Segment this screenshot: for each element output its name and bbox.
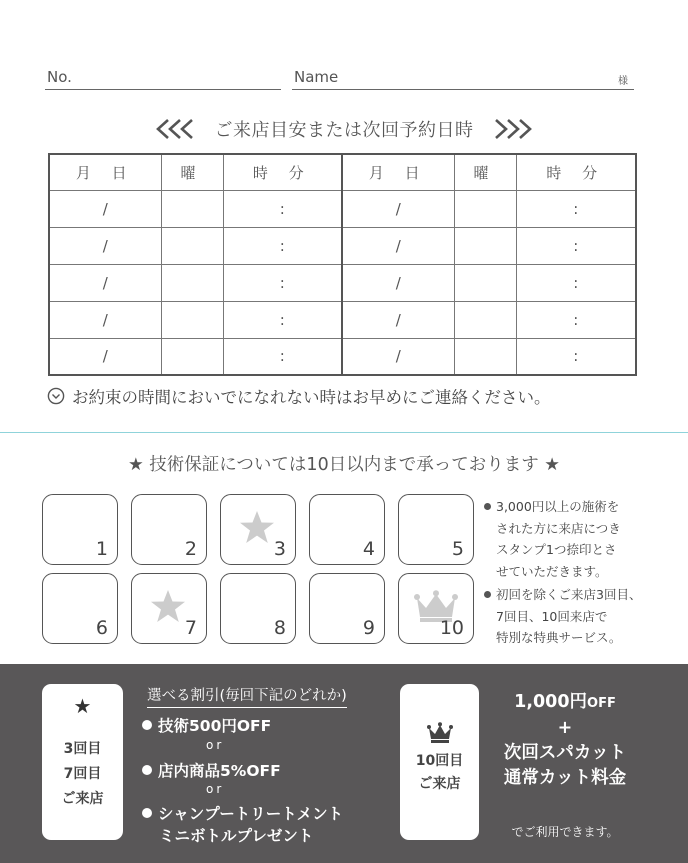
column-header-time: 時 分	[516, 154, 636, 190]
chevrons-left-icon	[154, 117, 198, 141]
weekday-cell[interactable]	[161, 338, 223, 375]
chevrons-right-icon	[490, 117, 534, 141]
stamp-note-line: された方に来店につき	[496, 520, 621, 536]
stamp-box	[398, 573, 474, 644]
reward-details	[490, 690, 640, 791]
section-divider	[0, 432, 688, 433]
time-cell[interactable]: :	[223, 190, 342, 227]
time-cell[interactable]: :	[516, 227, 636, 264]
stamp-notes	[484, 496, 684, 651]
weekday-cell[interactable]	[454, 227, 516, 264]
stamp-note-line: 特別な特典サービス。	[496, 630, 622, 645]
discount-title: 選べる割引(毎回下記のどれか)	[147, 684, 347, 708]
date-cell[interactable]: /	[49, 338, 161, 375]
discount-option	[142, 714, 271, 736]
schedule-header-row	[49, 154, 636, 190]
number-label: No.	[47, 68, 72, 86]
time-cell[interactable]: :	[223, 227, 342, 264]
reward-line: 次回スパカット	[503, 743, 627, 763]
date-cell[interactable]: /	[49, 227, 161, 264]
stamp-box	[131, 573, 207, 644]
stamp-box	[131, 494, 207, 565]
time-cell[interactable]: :	[223, 338, 342, 375]
weekday-cell[interactable]	[161, 264, 223, 301]
weekday-cell[interactable]	[161, 190, 223, 227]
discount-option-continued: ミニボトルプレゼント	[159, 827, 314, 845]
reward-line: 通常カット料金	[503, 768, 627, 788]
reward-off-label: OFF	[587, 696, 616, 711]
stamp-note-line: スタンプ1つ捺印とさ	[496, 542, 617, 557]
discount-option	[142, 802, 343, 824]
stamp-note-line: せていただきます。	[496, 563, 608, 579]
visit-schedule-title	[0, 116, 688, 142]
date-cell[interactable]: /	[342, 264, 454, 301]
card-line: 3回目	[63, 741, 102, 757]
stamp-number: 3	[273, 538, 286, 560]
weekday-cell[interactable]	[161, 301, 223, 338]
time-cell[interactable]: :	[223, 264, 342, 301]
time-cell[interactable]: :	[516, 190, 636, 227]
column-header-weekday: 曜	[454, 154, 516, 190]
discount-options	[142, 684, 387, 845]
name-suffix: 様	[618, 76, 628, 87]
card-line: ご来店	[418, 776, 461, 792]
stamp-number: 7	[184, 617, 197, 639]
stamp-box	[42, 573, 118, 644]
date-cell[interactable]: /	[342, 190, 454, 227]
discount-option-text: シャンプートリートメント	[158, 805, 344, 823]
appointment-notice	[47, 384, 551, 408]
chevron-circle-icon	[47, 387, 65, 405]
stamp-number: 10	[439, 617, 464, 639]
stamp-note	[484, 584, 684, 649]
card-line: 7回目	[63, 766, 102, 782]
column-header-weekday: 曜	[161, 154, 223, 190]
stamp-number: 4	[362, 538, 375, 560]
stamp-note-line: 3,000円以上の施術を	[496, 499, 620, 514]
date-cell[interactable]: /	[49, 264, 161, 301]
visit-10-card	[400, 684, 479, 840]
or-label: or	[206, 738, 225, 752]
discount-option-text: 店内商品5%OFF	[158, 762, 281, 780]
name-label: Name	[294, 68, 339, 86]
date-cell[interactable]: /	[342, 301, 454, 338]
stamp-number: 9	[362, 617, 375, 639]
weekday-cell[interactable]	[454, 301, 516, 338]
visit-schedule-title-text: ご来店目安または次回予約日時	[214, 120, 474, 141]
date-cell[interactable]: /	[49, 190, 161, 227]
schedule-row	[49, 301, 636, 338]
card-line: ご来店	[61, 791, 104, 807]
star-icon: ★	[73, 694, 92, 718]
date-cell[interactable]: /	[342, 227, 454, 264]
column-header-time: 時 分	[223, 154, 342, 190]
reward-note: でご利用できます。	[511, 825, 619, 839]
stamp-box	[220, 494, 296, 565]
discount-option-text: 技術500円OFF	[158, 717, 272, 735]
column-header-date: 月 日	[342, 154, 454, 190]
stamp-box	[220, 573, 296, 644]
weekday-cell[interactable]	[161, 227, 223, 264]
discount-option	[142, 759, 281, 781]
schedule-row	[49, 190, 636, 227]
stamp-box	[398, 494, 474, 565]
stamp-number: 6	[95, 617, 108, 639]
visit-10-label	[400, 750, 479, 796]
time-cell[interactable]: :	[516, 264, 636, 301]
visit-3-7-card	[42, 684, 123, 840]
card-line: 10回目	[415, 753, 464, 769]
stamp-box	[42, 494, 118, 565]
column-header-date: 月 日	[49, 154, 161, 190]
visit-3-7-label	[42, 737, 123, 812]
weekday-cell[interactable]	[454, 264, 516, 301]
reward-plus: +	[557, 718, 573, 738]
stamp-note	[484, 496, 684, 582]
crown-icon	[427, 722, 453, 744]
bullet-icon	[142, 765, 152, 775]
star-icon	[239, 510, 275, 544]
number-field[interactable]	[45, 66, 281, 90]
stamp-number: 5	[451, 538, 464, 560]
or-label: or	[206, 782, 225, 796]
weekday-cell[interactable]	[454, 190, 516, 227]
date-cell[interactable]: /	[342, 338, 454, 375]
date-cell[interactable]: /	[49, 301, 161, 338]
appointment-notice-text: お約束の時間においでになれない時はお早めにご連絡ください。	[72, 388, 551, 407]
weekday-cell[interactable]	[454, 338, 516, 375]
schedule-row	[49, 264, 636, 301]
schedule-table	[48, 153, 637, 376]
schedule-row	[49, 338, 636, 375]
stamp-note-line: 7回目、10回来店で	[496, 608, 608, 624]
time-cell[interactable]: :	[516, 301, 636, 338]
reward-amount-value: 1,000円	[514, 692, 588, 712]
bullet-icon	[142, 808, 152, 818]
time-cell[interactable]: :	[223, 301, 342, 338]
name-field[interactable]	[292, 66, 634, 90]
stamp-number: 2	[184, 538, 197, 560]
time-cell[interactable]: :	[516, 338, 636, 375]
star-icon	[150, 589, 186, 623]
stamp-box	[309, 573, 385, 644]
reward-amount	[490, 690, 640, 716]
stamp-number: 1	[95, 538, 108, 560]
guarantee-title: ★ 技術保証については10日以内まで承っております ★	[128, 455, 560, 475]
stamp-note-line: 初回を除くご来店3回目、	[496, 587, 642, 602]
stamp-number: 8	[273, 617, 286, 639]
schedule-row	[49, 227, 636, 264]
bullet-icon	[142, 720, 152, 730]
stamp-box	[309, 494, 385, 565]
